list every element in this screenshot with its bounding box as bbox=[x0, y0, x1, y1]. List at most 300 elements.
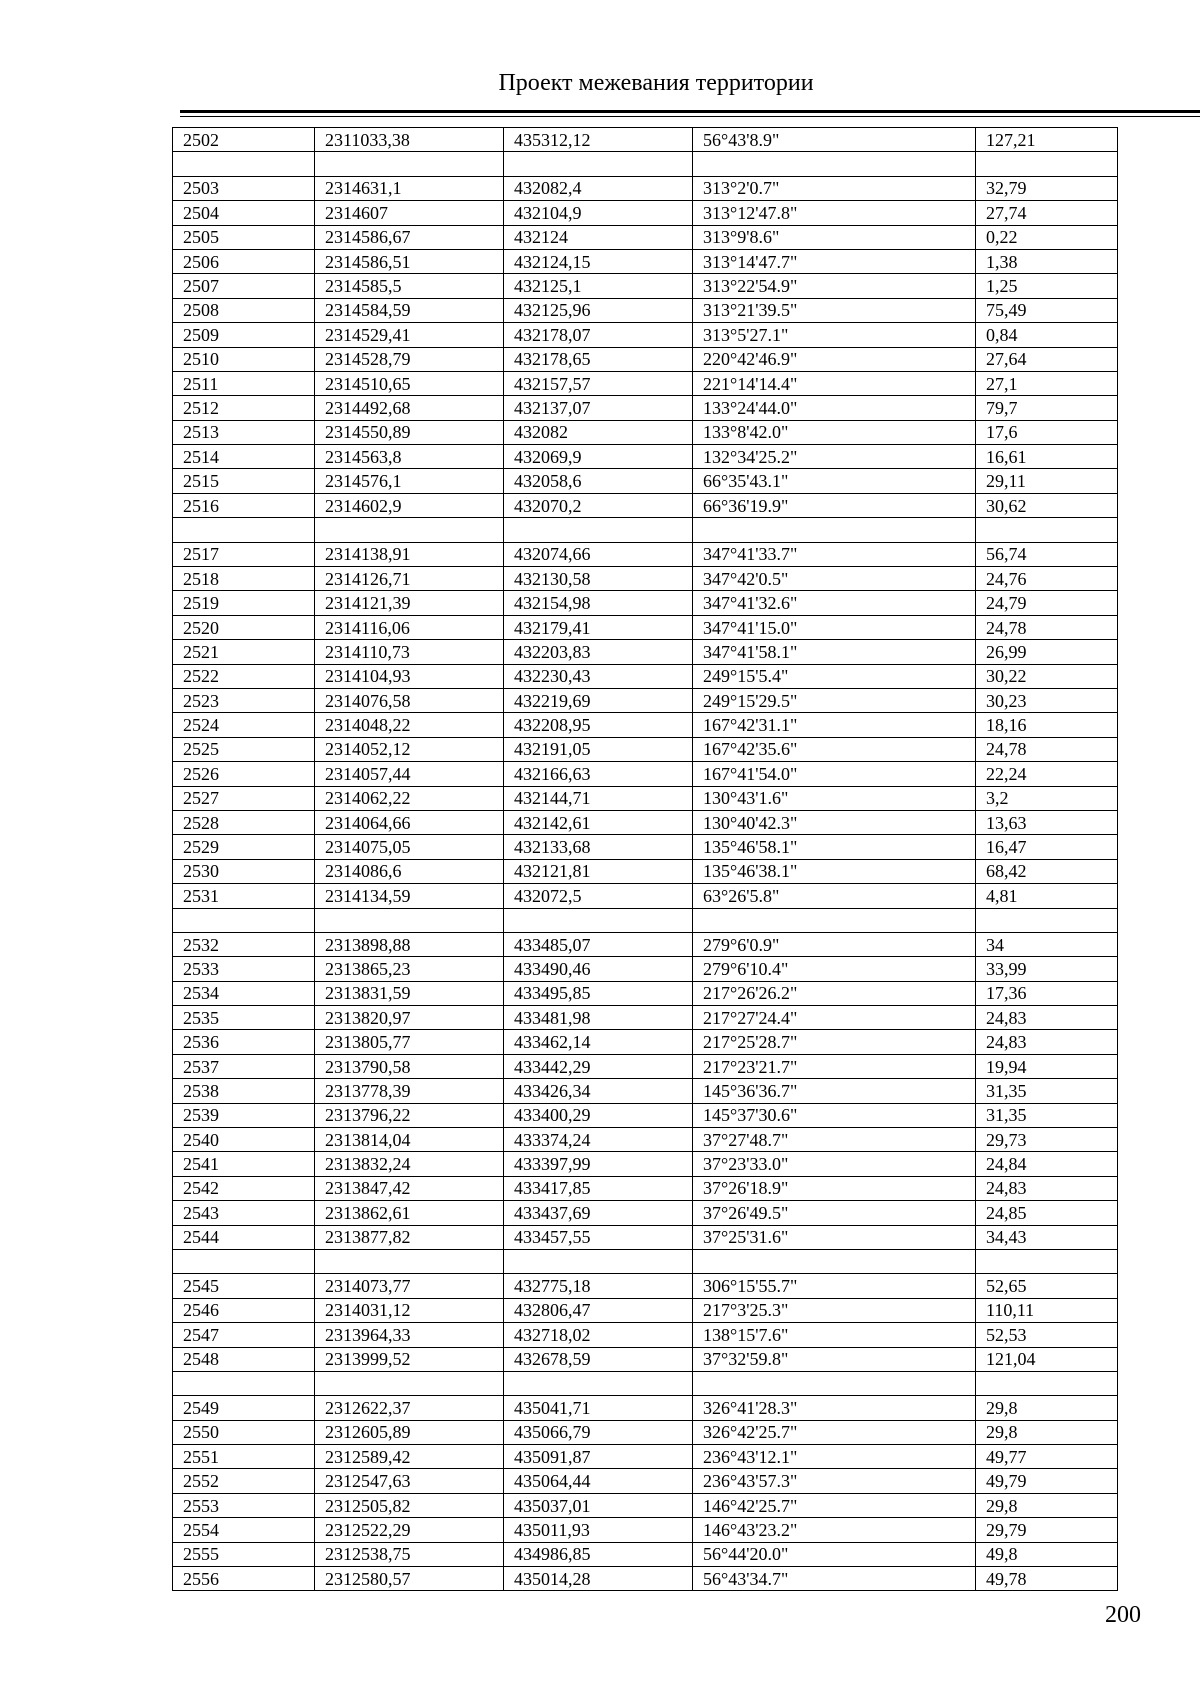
point-number-cell: 2539 bbox=[173, 1103, 315, 1127]
distance-cell: 31,35 bbox=[976, 1079, 1118, 1103]
direction-angle-cell: 37°26'18.9" bbox=[693, 1176, 976, 1200]
direction-angle-cell: 279°6'10.4" bbox=[693, 957, 976, 981]
x-coordinate-cell: 2313790,58 bbox=[315, 1054, 504, 1078]
x-coordinate-cell: 2312589,42 bbox=[315, 1445, 504, 1469]
x-coordinate-cell: 2314586,67 bbox=[315, 225, 504, 249]
x-coordinate-cell: 2314585,5 bbox=[315, 274, 504, 298]
x-coordinate-cell: 2313805,77 bbox=[315, 1030, 504, 1054]
x-coordinate-cell: 2314064,66 bbox=[315, 810, 504, 834]
table-row bbox=[173, 762, 1118, 786]
x-coordinate-cell: 2314631,1 bbox=[315, 176, 504, 200]
direction-angle-cell: 313°14'47.7" bbox=[693, 249, 976, 273]
direction-angle-cell: 63°26'5.8" bbox=[693, 884, 976, 908]
table-row bbox=[173, 1298, 1118, 1322]
x-coordinate-cell: 2314602,9 bbox=[315, 493, 504, 517]
point-number-cell: 2531 bbox=[173, 884, 315, 908]
point-number-cell: 2523 bbox=[173, 688, 315, 712]
distance-cell: 17,36 bbox=[976, 981, 1118, 1005]
point-number-cell: 2547 bbox=[173, 1323, 315, 1347]
point-number-cell: 2527 bbox=[173, 786, 315, 810]
distance-cell bbox=[976, 518, 1118, 542]
point-number-cell: 2542 bbox=[173, 1176, 315, 1200]
y-coordinate-cell: 432678,59 bbox=[504, 1347, 693, 1371]
distance-cell: 0,22 bbox=[976, 225, 1118, 249]
point-number-cell: 2530 bbox=[173, 859, 315, 883]
y-coordinate-cell: 433495,85 bbox=[504, 981, 693, 1005]
table-row bbox=[173, 274, 1118, 298]
point-number-cell: 2505 bbox=[173, 225, 315, 249]
point-number-cell: 2553 bbox=[173, 1493, 315, 1517]
y-coordinate-cell: 432137,07 bbox=[504, 396, 693, 420]
direction-angle-cell: 146°42'25.7" bbox=[693, 1493, 976, 1517]
x-coordinate-cell: 2314607 bbox=[315, 201, 504, 225]
table-row bbox=[173, 1493, 1118, 1517]
point-number-cell: 2502 bbox=[173, 128, 315, 152]
table-separator-row bbox=[173, 518, 1118, 542]
y-coordinate-cell: 433400,29 bbox=[504, 1103, 693, 1127]
point-number-cell: 2524 bbox=[173, 713, 315, 737]
y-coordinate-cell: 432074,66 bbox=[504, 542, 693, 566]
point-number-cell: 2546 bbox=[173, 1298, 315, 1322]
direction-angle-cell: 37°32'59.8" bbox=[693, 1347, 976, 1371]
distance-cell bbox=[976, 908, 1118, 932]
table-row bbox=[173, 420, 1118, 444]
y-coordinate-cell: 432144,71 bbox=[504, 786, 693, 810]
distance-cell: 52,65 bbox=[976, 1274, 1118, 1298]
distance-cell: 110,11 bbox=[976, 1298, 1118, 1322]
y-coordinate-cell: 435312,12 bbox=[504, 128, 693, 152]
distance-cell: 29,8 bbox=[976, 1493, 1118, 1517]
distance-cell: 1,25 bbox=[976, 274, 1118, 298]
x-coordinate-cell: 2314073,77 bbox=[315, 1274, 504, 1298]
distance-cell: 18,16 bbox=[976, 713, 1118, 737]
direction-angle-cell: 279°6'0.9" bbox=[693, 932, 976, 956]
table-row bbox=[173, 1201, 1118, 1225]
direction-angle-cell: 347°41'32.6" bbox=[693, 591, 976, 615]
table-row bbox=[173, 835, 1118, 859]
table-row bbox=[173, 298, 1118, 322]
point-number-cell: 2534 bbox=[173, 981, 315, 1005]
distance-cell bbox=[976, 152, 1118, 176]
distance-cell: 29,73 bbox=[976, 1128, 1118, 1152]
direction-angle-cell: 37°23'33.0" bbox=[693, 1152, 976, 1176]
point-number-cell bbox=[173, 518, 315, 542]
direction-angle-cell: 313°21'39.5" bbox=[693, 298, 976, 322]
distance-cell: 1,38 bbox=[976, 249, 1118, 273]
distance-cell: 34 bbox=[976, 932, 1118, 956]
distance-cell: 29,8 bbox=[976, 1420, 1118, 1444]
y-coordinate-cell: 432104,9 bbox=[504, 201, 693, 225]
direction-angle-cell bbox=[693, 1371, 976, 1395]
x-coordinate-cell: 2313862,61 bbox=[315, 1201, 504, 1225]
distance-cell: 27,74 bbox=[976, 201, 1118, 225]
distance-cell: 29,11 bbox=[976, 469, 1118, 493]
point-number-cell: 2552 bbox=[173, 1469, 315, 1493]
direction-angle-cell: 146°43'23.2" bbox=[693, 1518, 976, 1542]
x-coordinate-cell: 2314138,91 bbox=[315, 542, 504, 566]
table-row bbox=[173, 371, 1118, 395]
point-number-cell: 2536 bbox=[173, 1030, 315, 1054]
distance-cell: 31,35 bbox=[976, 1103, 1118, 1127]
y-coordinate-cell: 432133,68 bbox=[504, 835, 693, 859]
table-row bbox=[173, 1054, 1118, 1078]
direction-angle-cell: 37°27'48.7" bbox=[693, 1128, 976, 1152]
direction-angle-cell: 217°25'28.7" bbox=[693, 1030, 976, 1054]
y-coordinate-cell: 433457,55 bbox=[504, 1225, 693, 1249]
y-coordinate-cell bbox=[504, 908, 693, 932]
point-number-cell: 2518 bbox=[173, 567, 315, 591]
direction-angle-cell bbox=[693, 908, 976, 932]
distance-cell: 49,78 bbox=[976, 1567, 1118, 1591]
direction-angle-cell: 221°14'14.4" bbox=[693, 371, 976, 395]
table-row bbox=[173, 1006, 1118, 1030]
point-number-cell: 2526 bbox=[173, 762, 315, 786]
point-number-cell: 2551 bbox=[173, 1445, 315, 1469]
x-coordinate-cell: 2314586,51 bbox=[315, 249, 504, 273]
point-number-cell: 2548 bbox=[173, 1347, 315, 1371]
y-coordinate-cell: 435064,44 bbox=[504, 1469, 693, 1493]
y-coordinate-cell: 433426,34 bbox=[504, 1079, 693, 1103]
point-number-cell: 2516 bbox=[173, 493, 315, 517]
table-row bbox=[173, 1396, 1118, 1420]
distance-cell: 52,53 bbox=[976, 1323, 1118, 1347]
y-coordinate-cell: 432157,57 bbox=[504, 371, 693, 395]
x-coordinate-cell: 2314584,59 bbox=[315, 298, 504, 322]
table-row bbox=[173, 493, 1118, 517]
y-coordinate-cell: 432166,63 bbox=[504, 762, 693, 786]
table-row bbox=[173, 1128, 1118, 1152]
table-row bbox=[173, 1152, 1118, 1176]
x-coordinate-cell: 2314048,22 bbox=[315, 713, 504, 737]
x-coordinate-cell: 2314052,12 bbox=[315, 737, 504, 761]
direction-angle-cell: 167°41'54.0" bbox=[693, 762, 976, 786]
x-coordinate-cell: 2314031,12 bbox=[315, 1298, 504, 1322]
direction-angle-cell: 66°35'43.1" bbox=[693, 469, 976, 493]
x-coordinate-cell bbox=[315, 152, 504, 176]
point-number-cell bbox=[173, 908, 315, 932]
y-coordinate-cell: 432230,43 bbox=[504, 664, 693, 688]
y-coordinate-cell: 432124 bbox=[504, 225, 693, 249]
y-coordinate-cell: 432130,58 bbox=[504, 567, 693, 591]
y-coordinate-cell: 432125,96 bbox=[504, 298, 693, 322]
distance-cell: 30,62 bbox=[976, 493, 1118, 517]
x-coordinate-cell: 2311033,38 bbox=[315, 128, 504, 152]
table-row bbox=[173, 713, 1118, 737]
y-coordinate-cell: 432178,07 bbox=[504, 323, 693, 347]
x-coordinate-cell: 2314510,65 bbox=[315, 371, 504, 395]
x-coordinate-cell: 2314086,6 bbox=[315, 859, 504, 883]
direction-angle-cell: 326°42'25.7" bbox=[693, 1420, 976, 1444]
table-separator-row bbox=[173, 1371, 1118, 1395]
y-coordinate-cell: 432058,6 bbox=[504, 469, 693, 493]
y-coordinate-cell: 432178,65 bbox=[504, 347, 693, 371]
distance-cell: 24,83 bbox=[976, 1006, 1118, 1030]
distance-cell: 121,04 bbox=[976, 1347, 1118, 1371]
direction-angle-cell: 249°15'29.5" bbox=[693, 688, 976, 712]
table-row bbox=[173, 176, 1118, 200]
direction-angle-cell: 145°36'36.7" bbox=[693, 1079, 976, 1103]
distance-cell: 56,74 bbox=[976, 542, 1118, 566]
table-row bbox=[173, 542, 1118, 566]
y-coordinate-cell: 435066,79 bbox=[504, 1420, 693, 1444]
table-row bbox=[173, 128, 1118, 152]
point-number-cell: 2528 bbox=[173, 810, 315, 834]
distance-cell: 13,63 bbox=[976, 810, 1118, 834]
x-coordinate-cell: 2312605,89 bbox=[315, 1420, 504, 1444]
table-row bbox=[173, 1103, 1118, 1127]
x-coordinate-cell: 2313847,42 bbox=[315, 1176, 504, 1200]
table-row bbox=[173, 469, 1118, 493]
x-coordinate-cell: 2313898,88 bbox=[315, 932, 504, 956]
direction-angle-cell: 135°46'38.1" bbox=[693, 859, 976, 883]
distance-cell: 24,85 bbox=[976, 1201, 1118, 1225]
point-number-cell: 2507 bbox=[173, 274, 315, 298]
x-coordinate-cell: 2312580,57 bbox=[315, 1567, 504, 1591]
x-coordinate-cell: 2314110,73 bbox=[315, 640, 504, 664]
y-coordinate-cell: 432191,05 bbox=[504, 737, 693, 761]
direction-angle-cell: 217°26'26.2" bbox=[693, 981, 976, 1005]
direction-angle-cell: 347°41'58.1" bbox=[693, 640, 976, 664]
table-row bbox=[173, 1420, 1118, 1444]
distance-cell: 30,22 bbox=[976, 664, 1118, 688]
distance-cell bbox=[976, 1249, 1118, 1273]
y-coordinate-cell bbox=[504, 152, 693, 176]
x-coordinate-cell bbox=[315, 908, 504, 932]
table-row bbox=[173, 1445, 1118, 1469]
distance-cell: 22,24 bbox=[976, 762, 1118, 786]
y-coordinate-cell: 432203,83 bbox=[504, 640, 693, 664]
table-row bbox=[173, 567, 1118, 591]
x-coordinate-cell: 2314104,93 bbox=[315, 664, 504, 688]
direction-angle-cell: 130°43'1.6" bbox=[693, 786, 976, 810]
point-number-cell: 2515 bbox=[173, 469, 315, 493]
point-number-cell bbox=[173, 1371, 315, 1395]
y-coordinate-cell: 433437,69 bbox=[504, 1201, 693, 1225]
distance-cell: 24,78 bbox=[976, 615, 1118, 639]
y-coordinate-cell: 432070,2 bbox=[504, 493, 693, 517]
point-number-cell: 2510 bbox=[173, 347, 315, 371]
table-row bbox=[173, 1079, 1118, 1103]
table-row bbox=[173, 1225, 1118, 1249]
y-coordinate-cell: 433490,46 bbox=[504, 957, 693, 981]
point-number-cell bbox=[173, 152, 315, 176]
y-coordinate-cell: 432179,41 bbox=[504, 615, 693, 639]
x-coordinate-cell: 2314062,22 bbox=[315, 786, 504, 810]
distance-cell: 29,79 bbox=[976, 1518, 1118, 1542]
distance-cell: 27,1 bbox=[976, 371, 1118, 395]
y-coordinate-cell bbox=[504, 1371, 693, 1395]
table-row bbox=[173, 225, 1118, 249]
distance-cell: 68,42 bbox=[976, 859, 1118, 883]
y-coordinate-cell: 433397,99 bbox=[504, 1152, 693, 1176]
point-number-cell: 2521 bbox=[173, 640, 315, 664]
y-coordinate-cell: 432219,69 bbox=[504, 688, 693, 712]
point-number-cell: 2512 bbox=[173, 396, 315, 420]
x-coordinate-cell: 2314576,1 bbox=[315, 469, 504, 493]
table-separator-row bbox=[173, 1249, 1118, 1273]
point-number-cell: 2506 bbox=[173, 249, 315, 273]
point-number-cell: 2513 bbox=[173, 420, 315, 444]
table-row bbox=[173, 615, 1118, 639]
direction-angle-cell: 135°46'58.1" bbox=[693, 835, 976, 859]
distance-cell: 0,84 bbox=[976, 323, 1118, 347]
x-coordinate-cell: 2314121,39 bbox=[315, 591, 504, 615]
x-coordinate-cell bbox=[315, 518, 504, 542]
y-coordinate-cell: 433374,24 bbox=[504, 1128, 693, 1152]
x-coordinate-cell: 2313820,97 bbox=[315, 1006, 504, 1030]
point-number-cell: 2555 bbox=[173, 1542, 315, 1566]
distance-cell: 24,83 bbox=[976, 1176, 1118, 1200]
direction-angle-cell: 66°36'19.9" bbox=[693, 493, 976, 517]
table-row bbox=[173, 1567, 1118, 1591]
direction-angle-cell: 37°26'49.5" bbox=[693, 1201, 976, 1225]
point-number-cell: 2544 bbox=[173, 1225, 315, 1249]
direction-angle-cell bbox=[693, 152, 976, 176]
point-number-cell: 2514 bbox=[173, 445, 315, 469]
y-coordinate-cell: 435014,28 bbox=[504, 1567, 693, 1591]
y-coordinate-cell: 433442,29 bbox=[504, 1054, 693, 1078]
table-row bbox=[173, 323, 1118, 347]
distance-cell: 79,7 bbox=[976, 396, 1118, 420]
point-number-cell: 2511 bbox=[173, 371, 315, 395]
x-coordinate-cell: 2314492,68 bbox=[315, 396, 504, 420]
table-separator-row bbox=[173, 908, 1118, 932]
x-coordinate-cell: 2314550,89 bbox=[315, 420, 504, 444]
table-row bbox=[173, 201, 1118, 225]
direction-angle-cell: 132°34'25.2" bbox=[693, 445, 976, 469]
x-coordinate-cell: 2312547,63 bbox=[315, 1469, 504, 1493]
point-number-cell: 2529 bbox=[173, 835, 315, 859]
table-row bbox=[173, 1469, 1118, 1493]
distance-cell bbox=[976, 1371, 1118, 1395]
direction-angle-cell: 306°15'55.7" bbox=[693, 1274, 976, 1298]
point-number-cell: 2541 bbox=[173, 1152, 315, 1176]
table-row bbox=[173, 810, 1118, 834]
distance-cell: 127,21 bbox=[976, 128, 1118, 152]
y-coordinate-cell: 433485,07 bbox=[504, 932, 693, 956]
point-number-cell: 2538 bbox=[173, 1079, 315, 1103]
table-row bbox=[173, 1030, 1118, 1054]
x-coordinate-cell: 2313865,23 bbox=[315, 957, 504, 981]
x-coordinate-cell: 2312522,29 bbox=[315, 1518, 504, 1542]
direction-angle-cell: 37°25'31.6" bbox=[693, 1225, 976, 1249]
y-coordinate-cell bbox=[504, 518, 693, 542]
x-coordinate-cell bbox=[315, 1371, 504, 1395]
direction-angle-cell: 145°37'30.6" bbox=[693, 1103, 976, 1127]
x-coordinate-cell: 2313796,22 bbox=[315, 1103, 504, 1127]
x-coordinate-cell: 2313814,04 bbox=[315, 1128, 504, 1152]
table-row bbox=[173, 688, 1118, 712]
point-number-cell: 2525 bbox=[173, 737, 315, 761]
point-number-cell: 2533 bbox=[173, 957, 315, 981]
point-number-cell: 2520 bbox=[173, 615, 315, 639]
direction-angle-cell: 313°12'47.8" bbox=[693, 201, 976, 225]
header-rule bbox=[180, 110, 1200, 113]
coordinates-table bbox=[172, 127, 1118, 1591]
table-row bbox=[173, 932, 1118, 956]
direction-angle-cell: 56°43'8.9" bbox=[693, 128, 976, 152]
table-row bbox=[173, 884, 1118, 908]
point-number-cell: 2522 bbox=[173, 664, 315, 688]
direction-angle-cell: 313°5'27.1" bbox=[693, 323, 976, 347]
y-coordinate-cell: 432806,47 bbox=[504, 1298, 693, 1322]
direction-angle-cell: 347°42'0.5" bbox=[693, 567, 976, 591]
direction-angle-cell bbox=[693, 1249, 976, 1273]
table-separator-row bbox=[173, 152, 1118, 176]
distance-cell: 16,61 bbox=[976, 445, 1118, 469]
direction-angle-cell bbox=[693, 518, 976, 542]
direction-angle-cell: 133°24'44.0" bbox=[693, 396, 976, 420]
x-coordinate-cell: 2313832,24 bbox=[315, 1152, 504, 1176]
point-number-cell bbox=[173, 1249, 315, 1273]
direction-angle-cell: 217°23'21.7" bbox=[693, 1054, 976, 1078]
direction-angle-cell: 326°41'28.3" bbox=[693, 1396, 976, 1420]
direction-angle-cell: 217°27'24.4" bbox=[693, 1006, 976, 1030]
table-row bbox=[173, 445, 1118, 469]
distance-cell: 49,79 bbox=[976, 1469, 1118, 1493]
point-number-cell: 2504 bbox=[173, 201, 315, 225]
table-row bbox=[173, 737, 1118, 761]
direction-angle-cell: 130°40'42.3" bbox=[693, 810, 976, 834]
y-coordinate-cell: 432208,95 bbox=[504, 713, 693, 737]
distance-cell: 32,79 bbox=[976, 176, 1118, 200]
point-number-cell: 2554 bbox=[173, 1518, 315, 1542]
distance-cell: 34,43 bbox=[976, 1225, 1118, 1249]
point-number-cell: 2545 bbox=[173, 1274, 315, 1298]
y-coordinate-cell: 432775,18 bbox=[504, 1274, 693, 1298]
table-row bbox=[173, 249, 1118, 273]
distance-cell: 24,84 bbox=[976, 1152, 1118, 1176]
x-coordinate-cell: 2314076,58 bbox=[315, 688, 504, 712]
direction-angle-cell: 249°15'5.4" bbox=[693, 664, 976, 688]
y-coordinate-cell: 432082,4 bbox=[504, 176, 693, 200]
x-coordinate-cell: 2313778,39 bbox=[315, 1079, 504, 1103]
point-number-cell: 2509 bbox=[173, 323, 315, 347]
direction-angle-cell: 56°44'20.0" bbox=[693, 1542, 976, 1566]
x-coordinate-cell: 2314529,41 bbox=[315, 323, 504, 347]
table-row bbox=[173, 396, 1118, 420]
x-coordinate-cell: 2312505,82 bbox=[315, 1493, 504, 1517]
x-coordinate-cell: 2314528,79 bbox=[315, 347, 504, 371]
distance-cell: 17,6 bbox=[976, 420, 1118, 444]
x-coordinate-cell: 2313831,59 bbox=[315, 981, 504, 1005]
x-coordinate-cell: 2312622,37 bbox=[315, 1396, 504, 1420]
x-coordinate-cell: 2314075,05 bbox=[315, 835, 504, 859]
distance-cell: 27,64 bbox=[976, 347, 1118, 371]
direction-angle-cell: 167°42'35.6" bbox=[693, 737, 976, 761]
distance-cell: 24,76 bbox=[976, 567, 1118, 591]
coordinates-table-body bbox=[173, 128, 1118, 1591]
direction-angle-cell: 313°22'54.9" bbox=[693, 274, 976, 298]
x-coordinate-cell: 2314057,44 bbox=[315, 762, 504, 786]
y-coordinate-cell: 433462,14 bbox=[504, 1030, 693, 1054]
direction-angle-cell: 347°41'33.7" bbox=[693, 542, 976, 566]
direction-angle-cell: 236°43'12.1" bbox=[693, 1445, 976, 1469]
table-row bbox=[173, 591, 1118, 615]
y-coordinate-cell: 432069,9 bbox=[504, 445, 693, 469]
y-coordinate-cell: 434986,85 bbox=[504, 1542, 693, 1566]
y-coordinate-cell: 432125,1 bbox=[504, 274, 693, 298]
x-coordinate-cell: 2313964,33 bbox=[315, 1323, 504, 1347]
y-coordinate-cell: 432072,5 bbox=[504, 884, 693, 908]
distance-cell: 49,77 bbox=[976, 1445, 1118, 1469]
point-number-cell: 2517 bbox=[173, 542, 315, 566]
distance-cell: 3,2 bbox=[976, 786, 1118, 810]
x-coordinate-cell: 2314563,8 bbox=[315, 445, 504, 469]
table-row bbox=[173, 786, 1118, 810]
direction-angle-cell: 313°9'8.6" bbox=[693, 225, 976, 249]
y-coordinate-cell bbox=[504, 1249, 693, 1273]
